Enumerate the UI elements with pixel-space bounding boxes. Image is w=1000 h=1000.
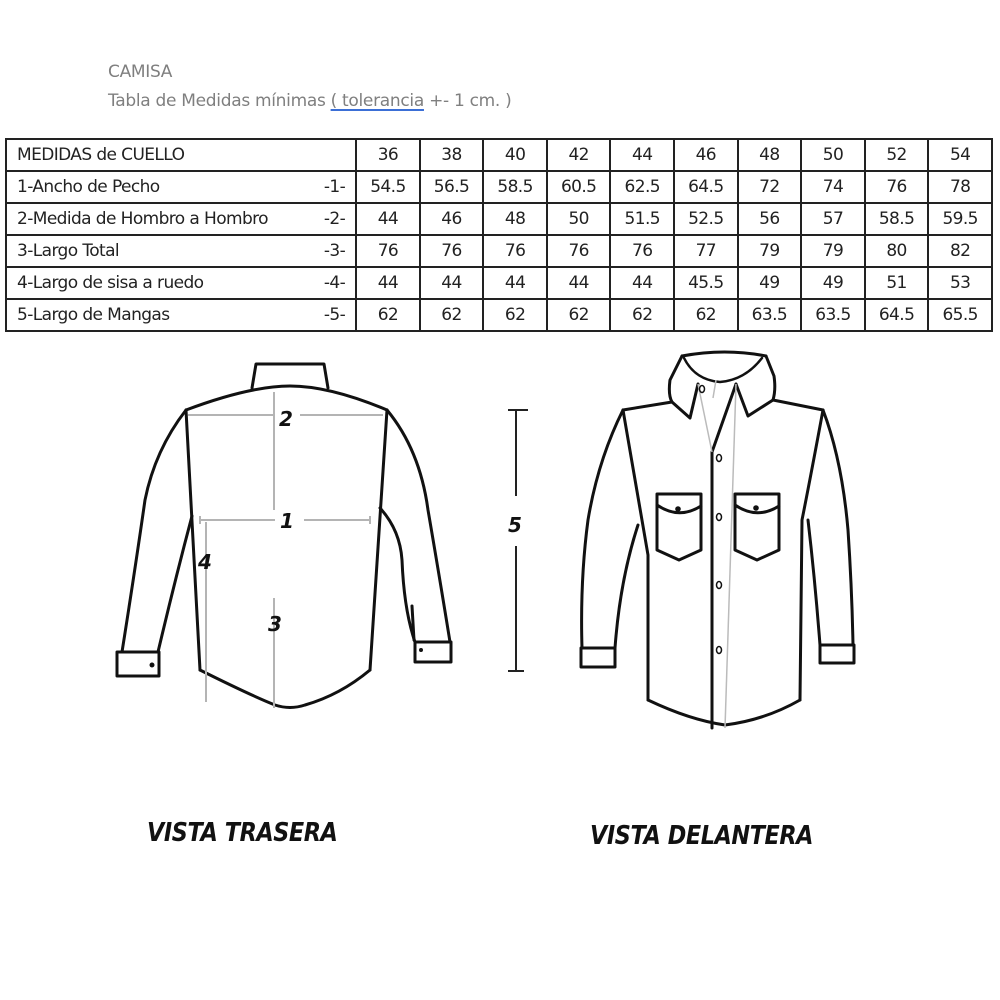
size-table bbox=[5, 138, 993, 332]
shirt-button-icon bbox=[717, 455, 722, 462]
table-header-row bbox=[6, 139, 992, 171]
front-view-caption: VISTA DELANTERA bbox=[590, 821, 814, 851]
marker-1: 1 bbox=[280, 509, 294, 533]
cell: 46 bbox=[420, 203, 484, 235]
cell: 44 bbox=[483, 267, 547, 299]
neck-size: 54 bbox=[928, 139, 992, 171]
back-view-caption: VISTA TRASERA bbox=[147, 818, 338, 848]
cell: 65.5 bbox=[928, 299, 992, 331]
table-row bbox=[6, 235, 992, 267]
cell: 63.5 bbox=[801, 299, 865, 331]
cell: 48 bbox=[483, 203, 547, 235]
row-code: -4- bbox=[313, 267, 356, 299]
document-title: CAMISA bbox=[108, 62, 173, 82]
row-label: 5-Largo de Mangas bbox=[6, 299, 313, 331]
table-row bbox=[6, 267, 992, 299]
cell: 52.5 bbox=[674, 203, 738, 235]
neck-size: 52 bbox=[865, 139, 929, 171]
cell: 82 bbox=[928, 235, 992, 267]
neck-size: 38 bbox=[420, 139, 484, 171]
cell: 62 bbox=[356, 299, 420, 331]
row-code: -5- bbox=[313, 299, 356, 331]
row-code: -3- bbox=[313, 235, 356, 267]
cell: 79 bbox=[801, 235, 865, 267]
row-code: -2- bbox=[313, 203, 356, 235]
cell: 44 bbox=[356, 267, 420, 299]
cell: 79 bbox=[738, 235, 802, 267]
cell: 44 bbox=[356, 203, 420, 235]
neck-size: 44 bbox=[610, 139, 674, 171]
document-header bbox=[108, 58, 511, 116]
cell: 76 bbox=[483, 235, 547, 267]
cell: 51.5 bbox=[610, 203, 674, 235]
row-label: 4-Largo de sisa a ruedo bbox=[6, 267, 313, 299]
cell: 59.5 bbox=[928, 203, 992, 235]
marker-4: 4 bbox=[198, 550, 212, 574]
cell: 76 bbox=[610, 235, 674, 267]
cell: 50 bbox=[547, 203, 611, 235]
shirt-button-icon bbox=[700, 386, 705, 393]
cell: 57 bbox=[801, 203, 865, 235]
row-code: -1- bbox=[313, 171, 356, 203]
cell: 54.5 bbox=[356, 171, 420, 203]
row-label: 3-Largo Total bbox=[6, 235, 313, 267]
neck-size: 36 bbox=[356, 139, 420, 171]
cell: 53 bbox=[928, 267, 992, 299]
cell: 80 bbox=[865, 235, 929, 267]
table-row bbox=[6, 203, 992, 235]
pocket-button-icon bbox=[753, 505, 759, 511]
cell: 60.5 bbox=[547, 171, 611, 203]
cuff-button-icon bbox=[150, 663, 155, 668]
cell: 76 bbox=[547, 235, 611, 267]
cell: 56.5 bbox=[420, 171, 484, 203]
cell: 64.5 bbox=[865, 299, 929, 331]
subtitle-tail: +- 1 cm. ) bbox=[423, 91, 512, 111]
shirt-back-diagram bbox=[100, 350, 480, 750]
shirt-button-icon bbox=[717, 582, 722, 589]
neck-size: 40 bbox=[483, 139, 547, 171]
cell: 74 bbox=[801, 171, 865, 203]
cell: 49 bbox=[738, 267, 802, 299]
subtitle-text: Tabla de Medidas mínimas bbox=[108, 91, 331, 111]
cell: 62.5 bbox=[610, 171, 674, 203]
cell: 76 bbox=[865, 171, 929, 203]
cell: 76 bbox=[356, 235, 420, 267]
cell: 44 bbox=[610, 267, 674, 299]
marker-2: 2 bbox=[279, 407, 293, 431]
cell: 77 bbox=[674, 235, 738, 267]
cell: 45.5 bbox=[674, 267, 738, 299]
cell: 44 bbox=[420, 267, 484, 299]
cell: 78 bbox=[928, 171, 992, 203]
sleeve-length-measure bbox=[508, 410, 528, 671]
shirt-button-icon bbox=[717, 514, 722, 521]
row-label: 2-Medida de Hombro a Hombro bbox=[6, 203, 313, 235]
marker-5: 5 bbox=[508, 513, 522, 537]
cell: 62 bbox=[483, 299, 547, 331]
table-row bbox=[6, 299, 992, 331]
cell: 49 bbox=[801, 267, 865, 299]
cuff-button-icon bbox=[419, 648, 423, 652]
neck-size: 42 bbox=[547, 139, 611, 171]
cell: 64.5 bbox=[674, 171, 738, 203]
cell: 56 bbox=[738, 203, 802, 235]
cell: 72 bbox=[738, 171, 802, 203]
tolerance-link[interactable]: ( tolerancia bbox=[330, 91, 424, 111]
cell: 76 bbox=[420, 235, 484, 267]
cell: 62 bbox=[674, 299, 738, 331]
row-label: 1-Ancho de Pecho bbox=[6, 171, 313, 203]
document-subtitle bbox=[108, 87, 511, 116]
shirt-front-diagram bbox=[490, 340, 870, 750]
cell: 62 bbox=[547, 299, 611, 331]
header-label: MEDIDAS de CUELLO bbox=[6, 139, 356, 171]
cell: 51 bbox=[865, 267, 929, 299]
shirt-button-icon bbox=[717, 647, 722, 654]
neck-size: 46 bbox=[674, 139, 738, 171]
table-row bbox=[6, 171, 992, 203]
neck-size: 50 bbox=[801, 139, 865, 171]
pocket-button-icon bbox=[675, 506, 681, 512]
neck-size: 48 bbox=[738, 139, 802, 171]
cell: 58.5 bbox=[483, 171, 547, 203]
cell: 62 bbox=[420, 299, 484, 331]
cell: 63.5 bbox=[738, 299, 802, 331]
cell: 58.5 bbox=[865, 203, 929, 235]
marker-3: 3 bbox=[268, 612, 282, 636]
cell: 44 bbox=[547, 267, 611, 299]
cell: 62 bbox=[610, 299, 674, 331]
